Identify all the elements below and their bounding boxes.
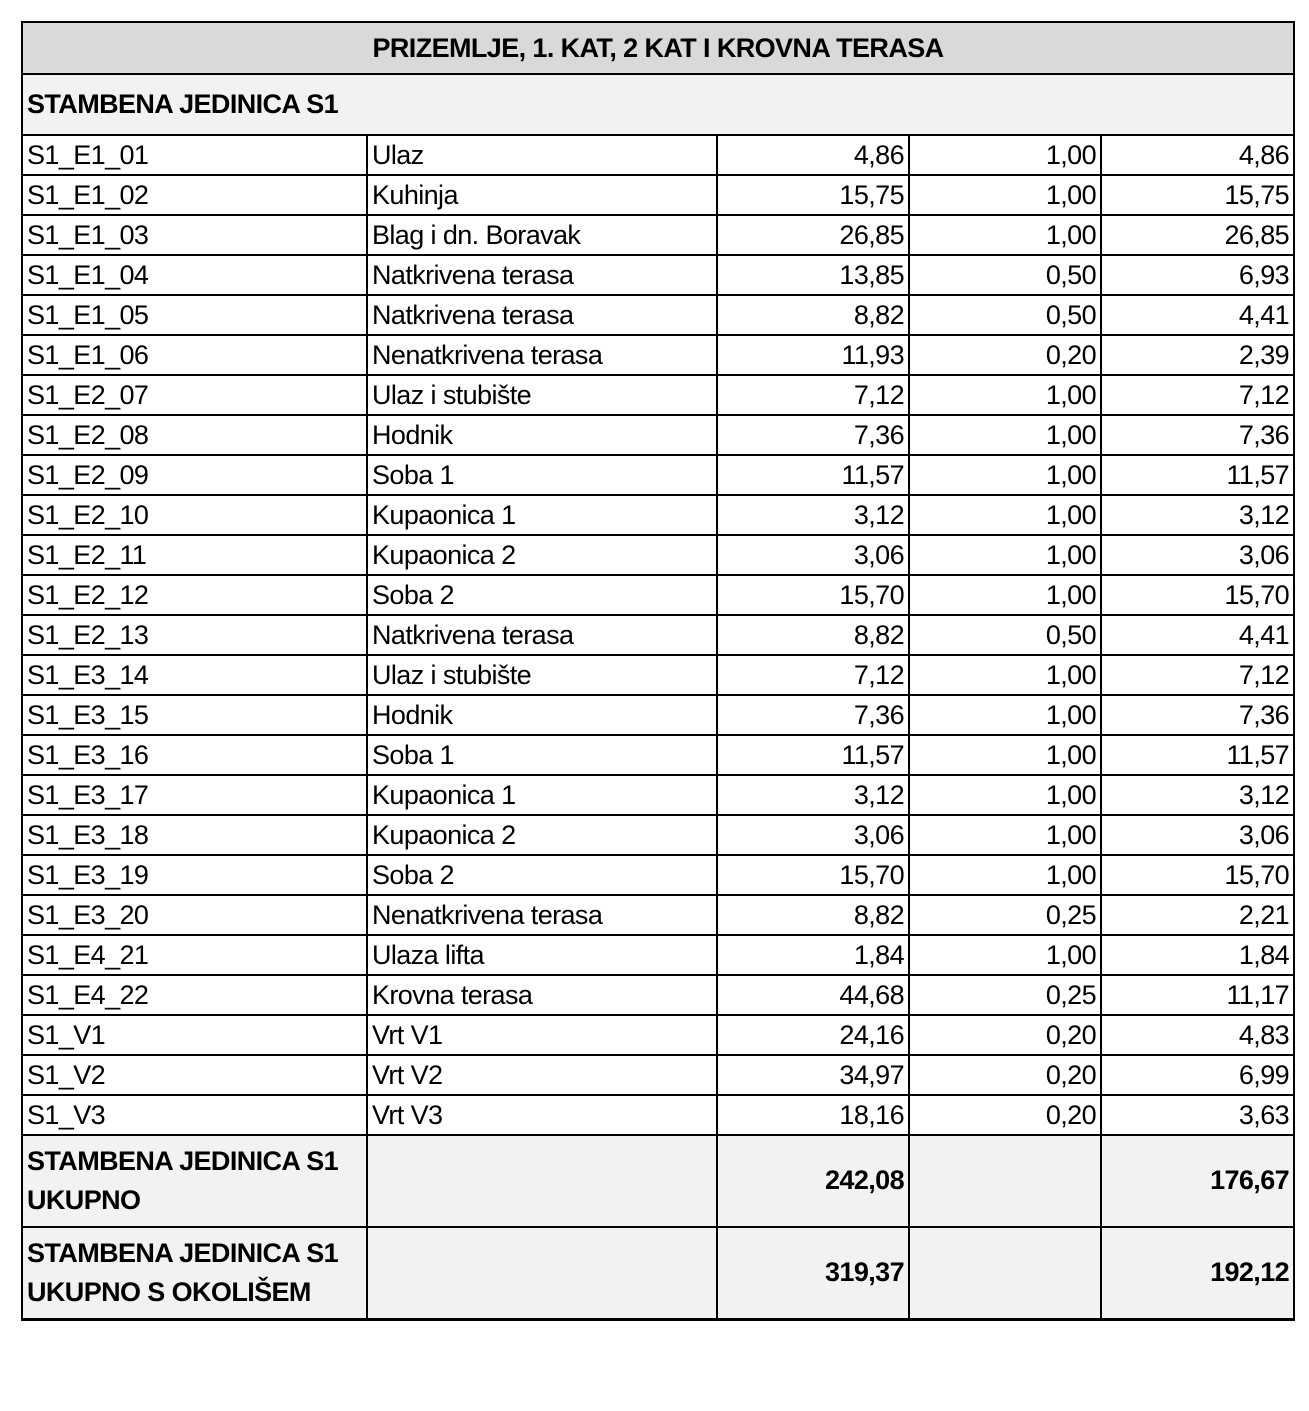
weighted-area-cell: 3,06 — [1101, 815, 1294, 855]
coefficient-cell: 1,00 — [909, 855, 1101, 895]
total-empty-cell — [367, 1227, 717, 1320]
total-row — [22, 1135, 1294, 1227]
coefficient-cell: 1,00 — [909, 375, 1101, 415]
area-cell: 44,68 — [717, 975, 909, 1015]
room-code-cell: S1_E3_15 — [22, 695, 367, 735]
room-code-cell: S1_E3_17 — [22, 775, 367, 815]
room-code-cell: S1_E3_14 — [22, 655, 367, 695]
total-label-line2: UKUPNO S OKOLIŠEM — [27, 1277, 311, 1307]
total-empty-cell — [367, 1135, 717, 1227]
room-name-cell: Kupaonica 1 — [367, 775, 717, 815]
room-code-cell: S1_E2_08 — [22, 415, 367, 455]
room-name-cell: Nenatkrivena terasa — [367, 335, 717, 375]
table-row — [22, 575, 1294, 615]
room-code-cell: S1_E3_16 — [22, 735, 367, 775]
room-code-cell: S1_E1_06 — [22, 335, 367, 375]
room-name-cell: Ulaz i stubište — [367, 655, 717, 695]
table-row — [22, 415, 1294, 455]
table-row — [22, 1055, 1294, 1095]
room-name-cell: Blag i dn. Boravak — [367, 215, 717, 255]
room-name-cell: Soba 1 — [367, 455, 717, 495]
section-title: STAMBENA JEDINICA S1 — [22, 74, 1294, 135]
weighted-area-cell: 11,17 — [1101, 975, 1294, 1015]
room-code-cell: S1_E2_07 — [22, 375, 367, 415]
room-name-cell: Ulaz — [367, 135, 717, 175]
weighted-area-cell: 11,57 — [1101, 735, 1294, 775]
room-name-cell: Soba 2 — [367, 855, 717, 895]
room-name-cell: Krovna terasa — [367, 975, 717, 1015]
section-header-row — [22, 74, 1294, 135]
total-label-line1: STAMBENA JEDINICA S1 — [27, 1145, 339, 1176]
coefficient-cell: 0,20 — [909, 1055, 1101, 1095]
room-name-cell: Kupaonica 1 — [367, 495, 717, 535]
area-cell: 15,70 — [717, 575, 909, 615]
room-code-cell: S1_E1_04 — [22, 255, 367, 295]
coefficient-cell: 0,50 — [909, 255, 1101, 295]
room-code-cell: S1_E3_18 — [22, 815, 367, 855]
room-name-cell: Natkrivena terasa — [367, 615, 717, 655]
total-empty-cell — [909, 1135, 1101, 1227]
weighted-area-cell: 2,21 — [1101, 895, 1294, 935]
weighted-area-cell: 6,99 — [1101, 1055, 1294, 1095]
table-title: PRIZEMLJE, 1. KAT, 2 KAT I KROVNA TERASA — [22, 22, 1294, 74]
area-cell: 7,36 — [717, 695, 909, 735]
table-row — [22, 295, 1294, 335]
area-cell: 8,82 — [717, 895, 909, 935]
area-cell: 8,82 — [717, 295, 909, 335]
room-name-cell: Kupaonica 2 — [367, 815, 717, 855]
weighted-area-cell: 4,86 — [1101, 135, 1294, 175]
area-cell: 7,12 — [717, 375, 909, 415]
coefficient-cell: 0,25 — [909, 975, 1101, 1015]
weighted-area-cell: 15,75 — [1101, 175, 1294, 215]
table-row — [22, 335, 1294, 375]
weighted-area-cell: 2,39 — [1101, 335, 1294, 375]
table-row — [22, 255, 1294, 295]
total-empty-cell — [909, 1227, 1101, 1320]
area-cell: 3,12 — [717, 775, 909, 815]
table-row — [22, 655, 1294, 695]
coefficient-cell: 1,00 — [909, 215, 1101, 255]
coefficient-cell: 1,00 — [909, 655, 1101, 695]
total-weighted-area-cell: 176,67 — [1101, 1135, 1294, 1227]
room-name-cell: Vrt V2 — [367, 1055, 717, 1095]
room-code-cell: S1_E2_11 — [22, 535, 367, 575]
weighted-area-cell: 4,41 — [1101, 615, 1294, 655]
room-code-cell: S1_E1_02 — [22, 175, 367, 215]
weighted-area-cell: 7,36 — [1101, 695, 1294, 735]
coefficient-cell: 0,25 — [909, 895, 1101, 935]
area-cell: 18,16 — [717, 1095, 909, 1135]
table-row — [22, 1095, 1294, 1135]
coefficient-cell: 1,00 — [909, 415, 1101, 455]
coefficient-cell: 1,00 — [909, 575, 1101, 615]
area-table — [21, 21, 1295, 1321]
total-label-line1: STAMBENA JEDINICA S1 — [27, 1237, 339, 1268]
coefficient-cell: 0,20 — [909, 1015, 1101, 1055]
table-row — [22, 215, 1294, 255]
weighted-area-cell: 3,63 — [1101, 1095, 1294, 1135]
room-name-cell: Ulaz i stubište — [367, 375, 717, 415]
total-label-cell — [22, 1135, 367, 1227]
room-code-cell: S1_E2_10 — [22, 495, 367, 535]
total-area-cell: 319,37 — [717, 1227, 909, 1320]
table-title-row — [22, 22, 1294, 74]
coefficient-cell: 1,00 — [909, 695, 1101, 735]
table-row — [22, 375, 1294, 415]
total-label-line2: UKUPNO — [27, 1185, 141, 1215]
area-cell: 34,97 — [717, 1055, 909, 1095]
weighted-area-cell: 7,36 — [1101, 415, 1294, 455]
area-cell: 8,82 — [717, 615, 909, 655]
area-cell: 1,84 — [717, 935, 909, 975]
table-row — [22, 975, 1294, 1015]
room-name-cell: Natkrivena terasa — [367, 295, 717, 335]
total-label-cell — [22, 1227, 367, 1320]
weighted-area-cell: 4,41 — [1101, 295, 1294, 335]
weighted-area-cell: 7,12 — [1101, 375, 1294, 415]
area-cell: 3,06 — [717, 535, 909, 575]
weighted-area-cell: 26,85 — [1101, 215, 1294, 255]
room-code-cell: S1_V2 — [22, 1055, 367, 1095]
area-cell: 15,75 — [717, 175, 909, 215]
room-code-cell: S1_E4_22 — [22, 975, 367, 1015]
coefficient-cell: 1,00 — [909, 935, 1101, 975]
weighted-area-cell: 11,57 — [1101, 455, 1294, 495]
room-code-cell: S1_E1_03 — [22, 215, 367, 255]
coefficient-cell: 0,20 — [909, 1095, 1101, 1135]
area-sheet — [21, 21, 1293, 1321]
area-cell: 24,16 — [717, 1015, 909, 1055]
coefficient-cell: 0,50 — [909, 615, 1101, 655]
coefficient-cell: 1,00 — [909, 495, 1101, 535]
area-cell: 15,70 — [717, 855, 909, 895]
weighted-area-cell: 15,70 — [1101, 575, 1294, 615]
table-row — [22, 615, 1294, 655]
total-row — [22, 1227, 1294, 1320]
room-code-cell: S1_E2_13 — [22, 615, 367, 655]
table-row — [22, 455, 1294, 495]
table-row — [22, 495, 1294, 535]
coefficient-cell: 0,20 — [909, 335, 1101, 375]
area-cell: 4,86 — [717, 135, 909, 175]
room-code-cell: S1_E2_09 — [22, 455, 367, 495]
table-row — [22, 855, 1294, 895]
total-weighted-area-cell: 192,12 — [1101, 1227, 1294, 1320]
room-name-cell: Natkrivena terasa — [367, 255, 717, 295]
room-code-cell: S1_E4_21 — [22, 935, 367, 975]
table-row — [22, 695, 1294, 735]
room-code-cell: S1_V1 — [22, 1015, 367, 1055]
table-row — [22, 775, 1294, 815]
room-name-cell: Hodnik — [367, 415, 717, 455]
coefficient-cell: 1,00 — [909, 815, 1101, 855]
weighted-area-cell: 4,83 — [1101, 1015, 1294, 1055]
area-cell: 13,85 — [717, 255, 909, 295]
coefficient-cell: 1,00 — [909, 135, 1101, 175]
area-cell: 11,57 — [717, 735, 909, 775]
weighted-area-cell: 3,12 — [1101, 495, 1294, 535]
room-name-cell: Vrt V3 — [367, 1095, 717, 1135]
weighted-area-cell: 15,70 — [1101, 855, 1294, 895]
room-name-cell: Vrt V1 — [367, 1015, 717, 1055]
table-row — [22, 175, 1294, 215]
area-cell: 3,06 — [717, 815, 909, 855]
table-row — [22, 535, 1294, 575]
area-cell: 26,85 — [717, 215, 909, 255]
room-code-cell: S1_E2_12 — [22, 575, 367, 615]
weighted-area-cell: 1,84 — [1101, 935, 1294, 975]
table-row — [22, 935, 1294, 975]
coefficient-cell: 1,00 — [909, 775, 1101, 815]
coefficient-cell: 1,00 — [909, 735, 1101, 775]
room-name-cell: Ulaza lifta — [367, 935, 717, 975]
room-name-cell: Soba 2 — [367, 575, 717, 615]
coefficient-cell: 1,00 — [909, 535, 1101, 575]
coefficient-cell: 0,50 — [909, 295, 1101, 335]
weighted-area-cell: 3,06 — [1101, 535, 1294, 575]
table-row — [22, 1015, 1294, 1055]
coefficient-cell: 1,00 — [909, 455, 1101, 495]
room-name-cell: Kupaonica 2 — [367, 535, 717, 575]
table-row — [22, 735, 1294, 775]
area-cell: 11,93 — [717, 335, 909, 375]
table-row — [22, 895, 1294, 935]
area-cell: 7,36 — [717, 415, 909, 455]
weighted-area-cell: 6,93 — [1101, 255, 1294, 295]
room-name-cell: Nenatkrivena terasa — [367, 895, 717, 935]
room-name-cell: Soba 1 — [367, 735, 717, 775]
room-code-cell: S1_E1_01 — [22, 135, 367, 175]
weighted-area-cell: 7,12 — [1101, 655, 1294, 695]
coefficient-cell: 1,00 — [909, 175, 1101, 215]
room-code-cell: S1_E3_20 — [22, 895, 367, 935]
room-name-cell: Hodnik — [367, 695, 717, 735]
room-code-cell: S1_V3 — [22, 1095, 367, 1135]
weighted-area-cell: 3,12 — [1101, 775, 1294, 815]
area-cell: 7,12 — [717, 655, 909, 695]
room-code-cell: S1_E1_05 — [22, 295, 367, 335]
room-name-cell: Kuhinja — [367, 175, 717, 215]
area-cell: 3,12 — [717, 495, 909, 535]
table-row — [22, 135, 1294, 175]
room-code-cell: S1_E3_19 — [22, 855, 367, 895]
area-cell: 11,57 — [717, 455, 909, 495]
table-row — [22, 815, 1294, 855]
total-area-cell: 242,08 — [717, 1135, 909, 1227]
